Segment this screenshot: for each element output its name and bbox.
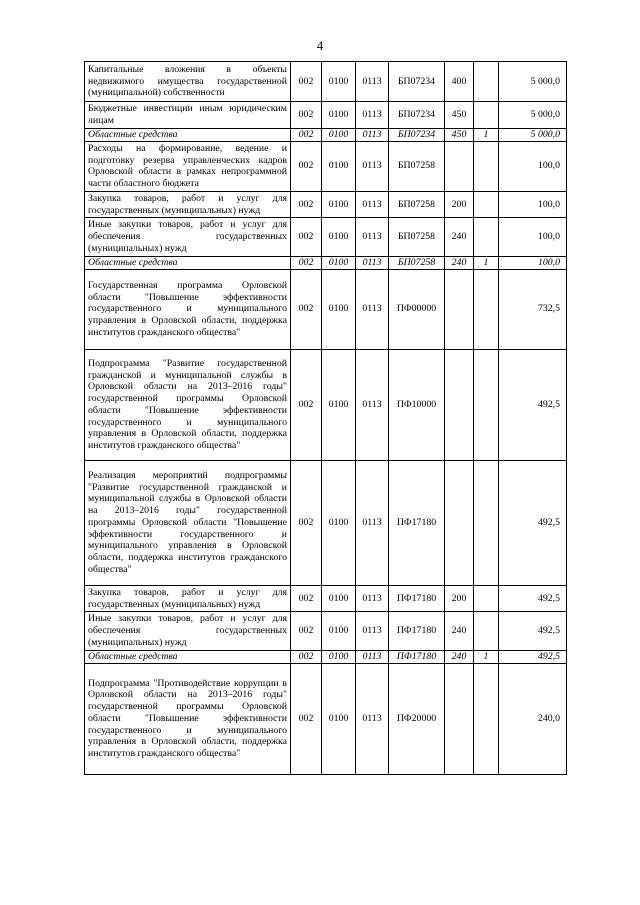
row-description: Иные закупки товаров, работ и услуг для обеспечения государственных (муниципальных) нужд [85, 612, 291, 650]
expense-type-code [445, 460, 474, 585]
section-code: 0100 [322, 141, 356, 191]
row-description: Закупка товаров, работ и услуг для государственных (муниципальных) нужд [85, 191, 291, 218]
section-code: 0100 [322, 650, 356, 663]
funding-source-code: 1 [474, 650, 499, 663]
subsection-code: 0113 [356, 256, 389, 269]
section-code: 0100 [322, 612, 356, 650]
section-code: 0100 [322, 349, 356, 460]
funding-source-code: 1 [474, 128, 499, 141]
ministry-code: 002 [291, 256, 322, 269]
row-description: Подпрограмма "Развитие государственной гражданской и муниципальной службы в Орловской области на 2013–2016 годы" государственной программы Орловской области "Повышение эффективности государственного и муниципального управления в Орловской области, поддержка институтов гражданского общества" [85, 349, 291, 460]
table-row [85, 349, 567, 460]
target-article-code: ПФ17180 [389, 585, 445, 612]
subsection-code: 0113 [356, 585, 389, 612]
funding-source-code [474, 191, 499, 218]
subsection-code: 0113 [356, 218, 389, 256]
amount-value: 492,5 [499, 585, 567, 612]
amount-value: 5 000,0 [499, 102, 567, 129]
target-article-code: ПФ17180 [389, 612, 445, 650]
row-description: Областные средства [85, 256, 291, 269]
row-description: Капитальные вложения в объекты недвижимого имущества государственной (муниципальной) собственности [85, 62, 291, 102]
funding-source-code [474, 460, 499, 585]
funding-source-code [474, 62, 499, 102]
subsection-code: 0113 [356, 349, 389, 460]
table-row [85, 663, 567, 774]
expense-type-code: 450 [445, 102, 474, 129]
target-article-code: БП07234 [389, 62, 445, 102]
table-row [85, 218, 567, 256]
subtotal-row [85, 128, 567, 141]
table-row [85, 585, 567, 612]
target-article-code: БП07258 [389, 218, 445, 256]
amount-value: 240,0 [499, 663, 567, 774]
subtotal-row [85, 256, 567, 269]
table-row [85, 102, 567, 129]
funding-source-code [474, 612, 499, 650]
subsection-code: 0113 [356, 128, 389, 141]
row-description: Реализация мероприятий подпрограммы "Развитие государственной гражданской и муниципальной службы в Орловской области на 2013–2016 годы" государственной программы Орловской области "Повышение эффективности государственного и муниципального управления в Орловской области, поддержка институтов гражданского общества" [85, 460, 291, 585]
expense-type-code [445, 349, 474, 460]
funding-source-code [474, 102, 499, 129]
row-description: Подпрограмма "Противодействие коррупции в Орловской области на 2013–2016 годы" государственной программы Орловской области "Повышение эффективности государственного и муниципального управления в Орловской области, поддержка институтов гражданского общества" [85, 663, 291, 774]
funding-source-code [474, 141, 499, 191]
amount-value: 732,5 [499, 269, 567, 349]
target-article-code: БП07258 [389, 141, 445, 191]
ministry-code: 002 [291, 191, 322, 218]
subsection-code: 0113 [356, 612, 389, 650]
table-row [85, 612, 567, 650]
target-article-code: БП07258 [389, 191, 445, 218]
subsection-code: 0113 [356, 102, 389, 129]
row-description: Областные средства [85, 128, 291, 141]
amount-value: 100,0 [499, 191, 567, 218]
table-row [85, 460, 567, 585]
amount-value: 492,5 [499, 612, 567, 650]
subsection-code: 0113 [356, 141, 389, 191]
budget-table [84, 61, 567, 775]
section-code: 0100 [322, 663, 356, 774]
subsection-code: 0113 [356, 269, 389, 349]
table-row [85, 62, 567, 102]
target-article-code: БП07234 [389, 128, 445, 141]
target-article-code: ПФ10000 [389, 349, 445, 460]
row-description: Бюджетные инвестиции иным юридическим лицам [85, 102, 291, 129]
target-article-code: ПФ17180 [389, 650, 445, 663]
expense-type-code: 400 [445, 62, 474, 102]
expense-type-code: 240 [445, 218, 474, 256]
funding-source-code [474, 349, 499, 460]
funding-source-code [474, 218, 499, 256]
subsection-code: 0113 [356, 650, 389, 663]
section-code: 0100 [322, 102, 356, 129]
ministry-code: 002 [291, 102, 322, 129]
table-row [85, 269, 567, 349]
subsection-code: 0113 [356, 460, 389, 585]
funding-source-code [474, 663, 499, 774]
expense-type-code: 200 [445, 585, 474, 612]
target-article-code: ПФ17180 [389, 460, 445, 585]
ministry-code: 002 [291, 612, 322, 650]
row-description: Государственная программа Орловской области "Повышение эффективности государственного и муниципального управления в Орловской области, поддержка институтов гражданского общества" [85, 269, 291, 349]
section-code: 0100 [322, 269, 356, 349]
amount-value: 5 000,0 [499, 62, 567, 102]
expense-type-code [445, 141, 474, 191]
expense-type-code: 240 [445, 650, 474, 663]
section-code: 0100 [322, 585, 356, 612]
row-description: Областные средства [85, 650, 291, 663]
expense-type-code: 240 [445, 256, 474, 269]
ministry-code: 002 [291, 663, 322, 774]
amount-value: 100,0 [499, 256, 567, 269]
subsection-code: 0113 [356, 62, 389, 102]
table-row [85, 191, 567, 218]
section-code: 0100 [322, 218, 356, 256]
expense-type-code [445, 269, 474, 349]
section-code: 0100 [322, 460, 356, 585]
section-code: 0100 [322, 256, 356, 269]
section-code: 0100 [322, 191, 356, 218]
ministry-code: 002 [291, 269, 322, 349]
expense-type-code: 450 [445, 128, 474, 141]
amount-value: 492,5 [499, 460, 567, 585]
amount-value: 5 000,0 [499, 128, 567, 141]
section-code: 0100 [322, 62, 356, 102]
ministry-code: 002 [291, 141, 322, 191]
ministry-code: 002 [291, 650, 322, 663]
page-number: 4 [316, 38, 324, 53]
ministry-code: 002 [291, 585, 322, 612]
subsection-code: 0113 [356, 191, 389, 218]
amount-value: 492,5 [499, 650, 567, 663]
ministry-code: 002 [291, 218, 322, 256]
target-article-code: ПФ00000 [389, 269, 445, 349]
expense-type-code [445, 663, 474, 774]
row-description: Закупка товаров, работ и услуг для государственных (муниципальных) нужд [85, 585, 291, 612]
funding-source-code [474, 269, 499, 349]
target-article-code: БП07234 [389, 102, 445, 129]
subtotal-row [85, 650, 567, 663]
ministry-code: 002 [291, 62, 322, 102]
target-article-code: БП07258 [389, 256, 445, 269]
amount-value: 100,0 [499, 218, 567, 256]
subsection-code: 0113 [356, 663, 389, 774]
ministry-code: 002 [291, 349, 322, 460]
expense-type-code: 240 [445, 612, 474, 650]
table-row [85, 141, 567, 191]
expense-type-code: 200 [445, 191, 474, 218]
target-article-code: ПФ20000 [389, 663, 445, 774]
ministry-code: 002 [291, 128, 322, 141]
funding-source-code [474, 585, 499, 612]
amount-value: 492,5 [499, 349, 567, 460]
section-code: 0100 [322, 128, 356, 141]
row-description: Расходы на формирование, ведение и подготовку резерва управленческих кадров Орловской области в рамках непрограммной части областного бюджета [85, 141, 291, 191]
funding-source-code: 1 [474, 256, 499, 269]
amount-value: 100,0 [499, 141, 567, 191]
table-body [85, 62, 567, 775]
ministry-code: 002 [291, 460, 322, 585]
row-description: Иные закупки товаров, работ и услуг для обеспечения государственных (муниципальных) нужд [85, 218, 291, 256]
